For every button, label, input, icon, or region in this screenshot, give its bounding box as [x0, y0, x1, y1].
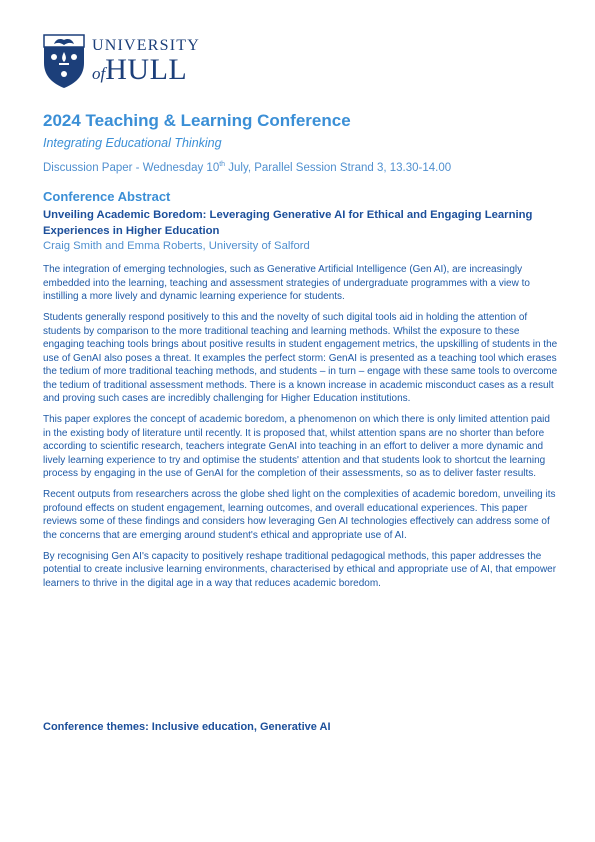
conference-title: 2024 Teaching & Learning Conference: [43, 111, 351, 130]
abstract-heading: Conference Abstract: [43, 189, 171, 204]
paper-title: Unveiling Academic Boredom: Leveraging Generative AI for Ethical and Engaging Learning Experiences in Higher Education: [43, 209, 533, 237]
abstract-paragraph: Students generally respond positively to this and the novelty of such digital tools aid in holding the attention of students by comparison to the more traditional teaching and learning methods. Whilst the exposure to these engaging teaching tools brings about positive results in student engagement metrics, the upskilling of students in the use of GenAI also poses a threat. It examples the perfect storm: GenAI is presented as a teaching tool which erases the tedium of more traditional teaching methods, and students – in turn – engage with these same tools to overcome the tedium of traditional assessment methods. There is a known increase in academic misconduct cases as a result and proving such cases are incredibly challenging for Higher Education institutions.: [43, 312, 558, 404]
session-info: [43, 161, 451, 174]
session-prefix: Discussion Paper - Wednesday 10: [43, 162, 220, 174]
wordmark-university: UNIVERSITY: [92, 37, 200, 54]
conference-subtitle: Integrating Educational Thinking: [43, 136, 222, 150]
abstract-body: [43, 263, 558, 598]
abstract-paragraph: By recognising Gen AI's capacity to positively reshape traditional pedagogical methods, this paper addresses the potential to create inclusive learning environments, characterised by ethical and appropriate use of AI, that empower learners to thrive in the digital age in a way that reduces academic boredom.: [43, 550, 557, 589]
wordmark: [92, 37, 200, 90]
university-logo: [42, 33, 217, 91]
wordmark-of: of: [92, 64, 106, 83]
authors: Craig Smith and Emma Roberts, University of Salford: [43, 240, 310, 252]
session-date-suffix: th: [219, 161, 226, 168]
wordmark-hull: HULL: [105, 53, 188, 86]
abstract-paragraph: This paper explores the concept of academic boredom, a phenomenon on which there is only limited attention paid in the existing body of literature until recently. It is proposed that, whilst attention spans are no shorter than before according to scientific research, teachers integrate GenAI into teaching in an effort to deliver a more dynamic and lively learning experience to try and optimise the students' attention and that students look to shortcut the learning process by engaging in the use of GenAI for the completion of their assessments, so as to deliver faster results.: [43, 414, 550, 479]
conference-themes: Conference themes: Inclusive education, Generative AI: [43, 721, 331, 733]
abstract-paragraph: Recent outputs from researchers across the globe shed light on the complexities of academic boredom, unveiling its profound effects on student engagement, learning outcomes, and overall educational experiences. This paper reviews some of these findings and considers how leveraging Gen AI technologies effectively can address some of the concerns that are emerging around student's ethical and appropriate use of AI.: [43, 489, 556, 541]
session-details: July, Parallel Session Strand 3, 13.30-14.00: [225, 162, 452, 174]
abstract-paragraph: The integration of emerging technologies, such as Generative Artificial Intelligence (Gen AI), are increasingly embedded into the learning, teaching and assessment strategies of undergraduate programmes with a view to instilling a more lively and dynamic learning experience for students.: [43, 264, 530, 302]
university-crest-icon: [42, 33, 86, 89]
